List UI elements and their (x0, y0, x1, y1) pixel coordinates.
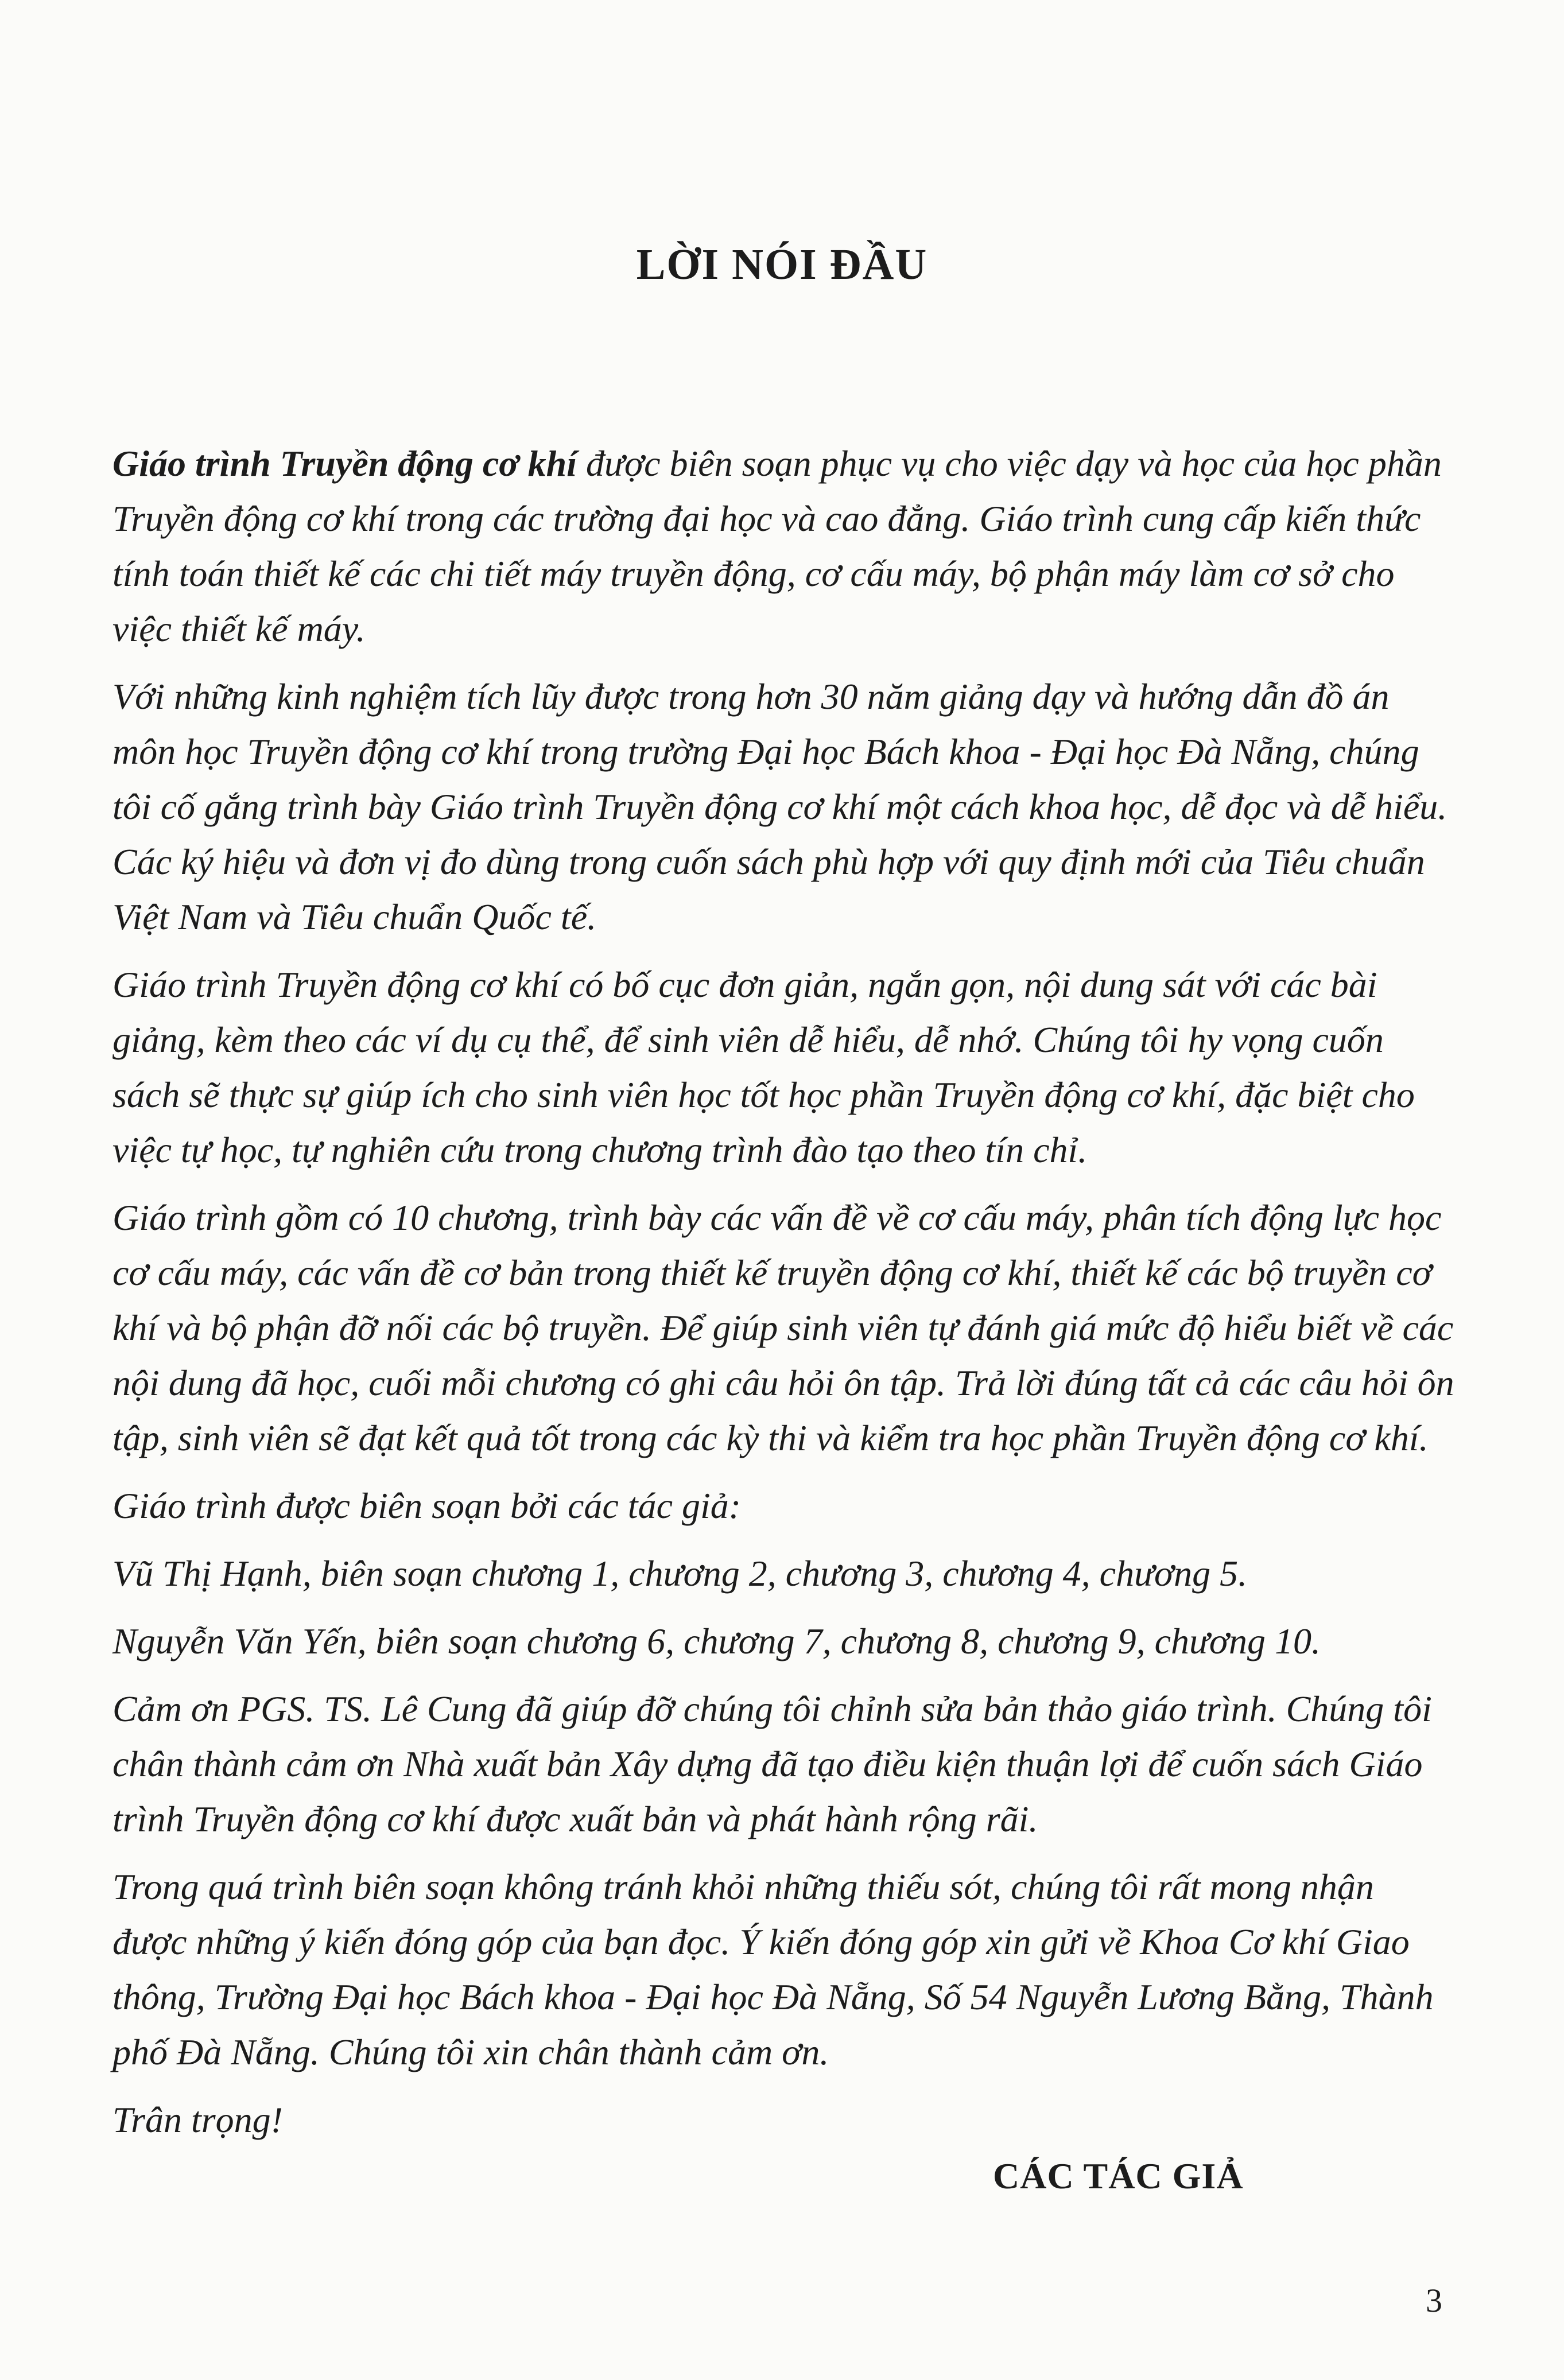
paragraph-3: Giáo trình Truyền động cơ khí có bố cục đơn giản, ngắn gọn, nội dung sát với các bài giảng, kèm theo các ví dụ cụ thể, để sinh viên dễ hiểu, dễ nhớ. Chúng tôi hy vọng cuốn sách sẽ thực sự giúp ích cho sinh viên học tốt học phần Truyền động cơ khí, đặc biệt cho việc tự học, tự nghiên cứu trong chương trình đào tạo theo tín chỉ. (112, 964, 1415, 1170)
paragraph-4: Giáo trình gồm có 10 chương, trình bày các vấn đề về cơ cấu máy, phân tích động lực học cơ cấu máy, các vấn đề cơ bản trong thiết kế truyền động cơ khí, thiết kế các bộ truyền cơ khí và bộ phận đỡ nối các bộ truyền. Để giúp sinh viên tự đánh giá mức độ hiểu biết về các nội dung đã học, cuối mỗi chương có ghi câu hỏi ôn tập. Trả lời đúng tất cả các câu hỏi ôn tập, sinh viên sẽ đạt kết quả tốt trong các kỳ thi và kiểm tra học phần Truyền động cơ khí. (112, 1197, 1454, 1458)
paragraph-8: Cảm ơn PGS. TS. Lê Cung đã giúp đỡ chúng tôi chỉnh sửa bản thảo giáo trình. Chúng tôi chân thành cảm ơn Nhà xuất bản Xây dựng đã tạo điều kiện thuận lợi để cuốn sách Giáo trình Truyền động cơ khí được xuất bản và phát hành rộng rãi. (112, 1688, 1432, 1839)
paragraph-10: Trân trọng! (112, 2099, 283, 2140)
book-title-emphasis: Giáo trình Truyền động cơ khí (112, 443, 577, 484)
paragraph-9: Trong quá trình biên soạn không tránh khỏi những thiếu sót, chúng tôi rất mong nhận được những ý kiến đóng góp của bạn đọc. Ý kiến đóng góp xin gửi về Khoa Cơ khí Giao thông, Trường Đại học Bách khoa - Đại học Đà Nẵng, Số 54 Nguyễn Lương Bằng, Thành phố Đà Nẵng. Chúng tôi xin chân thành cảm ơn. (112, 1866, 1434, 2072)
paragraph-5: Giáo trình được biên soạn bởi các tác giả: (112, 1485, 742, 1526)
page-number: 3 (1426, 2282, 1442, 2319)
paragraph-1-text: được biên soạn phục vụ cho việc dạy và học của học phần Truyền động cơ khí trong các trường đại học và cao đẳng. Giáo trình cung cấp kiến thức tính toán thiết kế các chi tiết máy truyền động, cơ cấu máy, bộ phận máy làm cơ sở cho việc thiết kế máy. (112, 443, 1442, 649)
paragraph-1 (112, 436, 1456, 657)
preface-body (112, 436, 1456, 2160)
author-signature: CÁC TÁC GIẢ (993, 2156, 1244, 2196)
paragraph-7: Nguyễn Văn Yến, biên soạn chương 6, chương 7, chương 8, chương 9, chương 10. (112, 1621, 1321, 1661)
paragraph-2: Với những kinh nghiệm tích lũy được trong hơn 30 năm giảng dạy và hướng dẫn đồ án môn học Truyền động cơ khí trong trường Đại học Bách khoa - Đại học Đà Nẵng, chúng tôi cố gắng trình bày Giáo trình Truyền động cơ khí một cách khoa học, dễ đọc và dễ hiểu. Các ký hiệu và đơn vị đo dùng trong cuốn sách phù hợp với quy định mới của Tiêu chuẩn Việt Nam và Tiêu chuẩn Quốc tế. (112, 676, 1447, 937)
paragraph-6: Vũ Thị Hạnh, biên soạn chương 1, chương 2, chương 3, chương 4, chương 5. (112, 1553, 1248, 1594)
page-title: LỜI NÓI ĐẦU (636, 240, 928, 289)
